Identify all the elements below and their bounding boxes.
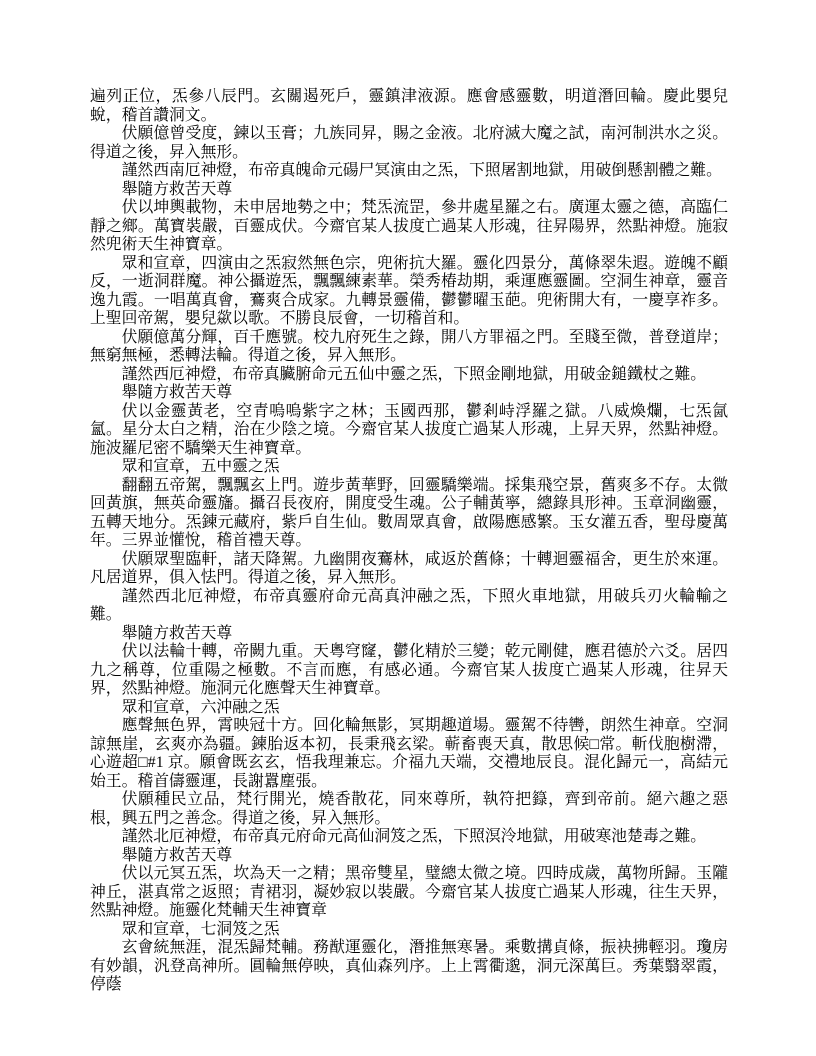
paragraph: 眾和宣章，四演由之炁寂然無色宗，兜術抗大羅。靈化四景分，萬條翠朱遐。遊魄不顧反，一逝洞群魔。神公攝遊炁，飄飄練素華。榮秀椿劫期，乘運應靈圖。空洞生神章，靈音逸九霞。一唱萬真會，鶱爽合成家。九轉景靈備，鬱鬱曜玉葩。兜術開大有，一慶享祚多。上聖回帝駕，嬰兒歘以歌。不勝良辰會，一切稽首和。 [90, 254, 728, 327]
paragraph: 眾和宣章，五中靈之炁 [121, 458, 280, 475]
paragraph: 眾和宣章，六沖融之炁 [121, 698, 280, 716]
paragraph: 舉隨方救苦天尊 [121, 624, 233, 642]
paragraph: 謹然西南厄神燈，布帝真魄命元碭尸冥演由之炁，下照屠割地獄，用破倒懸割體之難。 [121, 162, 722, 179]
paragraph: 謹然西北厄神燈，布帝真靈府命元高真沖融之炁，下照火車地獄，用破兵刃火輪輸之難。 [90, 587, 728, 623]
paragraph: 謹然西厄神燈，布帝真臟腑命元五仙中靈之炁，下照金剛地獄，用破金鎚鐵杖之難。 [121, 365, 707, 383]
paragraph: 伏願億曾受度，鍊以玉膏；九族同昇，賜之金液。北府滅大魔之試，南河制洪水之災。得道之後，昇入無形。 [90, 125, 728, 161]
paragraph: 伏願眾聖臨軒，諸天降駕。九幽開夜鶱林，咸返於舊條；十轉迴靈福舍，更生於來運。凡居道界，俱入怯門。得道之後，昇入無形。 [90, 550, 728, 586]
paragraph: 伏願種民立品，梵行開光，燒香散花，同來尊所，執符把籙，齊到帝前。絕六趣之惡根，興五門之善念。得道之後，昇入無形。 [90, 791, 728, 827]
document-body [90, 88, 728, 995]
paragraph: 舉隨方救苦天尊 [121, 846, 233, 864]
paragraph: 伏願億萬分輝，百千應號。校九府死生之錄，開八方罪福之門。至賤至微，普登道岸；無窮無極，悉轉法輪。得道之後，昇入無形。 [90, 328, 728, 364]
paragraph: 謹然北厄神燈，布帝真元府命元高仙洞笈之炁，下照溟泠地獄，用破寒池楚毒之難。 [121, 828, 707, 845]
paragraph: 伏以金靈黃老，空青嗚嗚紫字之林；玉國西那，鬱剎峙浮羅之獄。八威煥爛，七炁氤氳。星分太白之精，治在少陰之境。今齋官某人拔度亡過某人形魂，上昇天界，然點神燈。施波羅尼密不驕樂天生神寶章。 [90, 402, 728, 457]
paragraph: 伏以坤輿載物，未申居地勢之中；梵炁流罡，參井處星羅之右。廣運太靈之德，高臨仁靜之鄉。萬寶裝嚴，百靈成伏。今齋官某人拔度亡過某人形魂，往昇陽界，然點神燈。施寂然兜術天生神寶章。 [90, 199, 728, 253]
paragraph: 翻翻五帝駕，飄飄玄上門。遊步黃華野，回靈驕樂端。採集飛空景，舊爽多不存。太微回黃旗，無英命靈旛。攝召長夜府，開度受生魂。公子輔黃寧，總錄具形神。玉章洞幽靈，五轉天地分。炁鍊元藏府，紫戶自生仙。數周眾真會，啟陽應感繁。玉女灌五香，聖母慶萬年。三界並懽悅，稽首禮天尊。 [90, 476, 728, 549]
paragraph: 遍列正位，炁參八辰門。玄關遏死戶，靈鎮津液源。應會感靈數，明道潛回輪。慶此嬰兒蛻，稽首讚洞文。 [90, 88, 728, 124]
paragraph: 眾和宣章，七洞笈之炁 [121, 920, 280, 938]
paragraph: 伏以法輪十轉，帝闕九重。天粵穹窿，鬱化精於三變；乾元剛健，應君德於六爻。居四九之稱尊，位重陽之極數。不言而應，有感必通。今齋官某人拔度亡過某人形魂，往昇天界，然點神燈。施洞元化應聲天生神寶章。 [90, 643, 728, 697]
paragraph: 伏以元冥五炁，坎為天一之精；黑帝雙星，璧總太微之境。四時成歲，萬物所歸。玉隴神丘，湛真常之返照；青裙羽，凝妙寂以裝嚴。今齋官某人拔度亡過某人形魂，往生天界，然點神燈。施靈化梵輔天生神寶章 [90, 865, 728, 919]
paragraph: 舉隨方救苦天尊 [121, 384, 233, 401]
paragraph: 應聲無色界，霄映冠十方。回化輪無影，冥期趣道場。靈駕不待轡，朗然生神章。空洞諒無崖，玄爽亦為疆。鍊胎返本初，長秉飛玄梁。蕲畜喪天真，散思候□常。斬伐胞樹滯，心遊超□#1 京。願會既玄玄，悟我理兼忘。介福九天端，交禮地辰良。混化歸元一，高結元始王。稽首儔靈運，長謝囂塵張。 [90, 717, 728, 790]
paragraph: 舉隨方救苦天尊 [121, 180, 233, 198]
paragraph: 玄會統無涯，混炁歸梵輔。務猷運靈化，潛推無寒暑。乘數搆貞條，振袂拂輕羽。瓊房有妙韻，汎登高神所。圓輪無停映，真仙森列序。上上霄衢邈，洞元深萬巨。秀葉翳翠霞，停蔭 [90, 939, 728, 993]
